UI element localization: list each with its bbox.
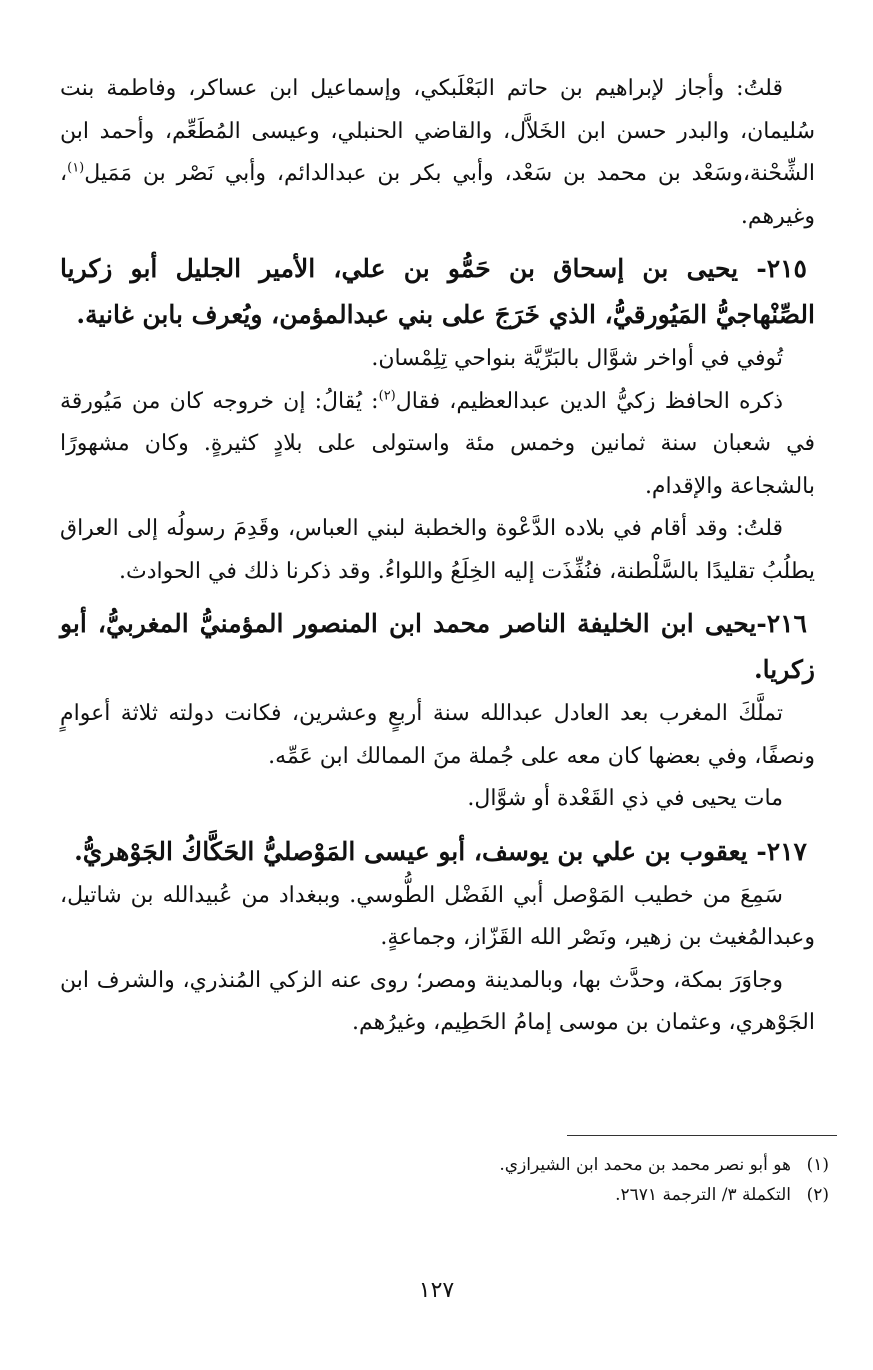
footnote-ref-2: (٢) (378, 388, 396, 404)
entry-215-number: ٢١٥- (756, 254, 807, 283)
footnote-divider (567, 1135, 837, 1136)
footnote-ref-1: (١) (67, 160, 85, 176)
entry-217-number: ٢١٧- (756, 836, 807, 866)
footnotes (129, 1150, 829, 1210)
entry-216-paragraph-1: تملَّكَ المغرب بعد العادل عبدالله سنة أربعٍ وعشرين، فكانت دولته ثلاثة أعوامٍ ونصفًا، وفي بعضها كان معه على جُملة منَ الممالك ابن عَمِّه. (60, 701, 815, 769)
entry-215-paragraph-2-b: : يُقالُ: إن خروجه كان من مَيُورقة في شعبان سنة ثمانين وخمس مئة واستولى على بلادٍ كثيرةٍ. وكان مشهورًا بالشجاعة والإقدام. (60, 388, 815, 499)
footnote-1-mark: (١) (806, 1155, 829, 1175)
entry-216-title: يحيى ابن الخليفة الناصر محمد ابن المنصور المؤمنيُّ المغربيُّ، أبو زكريا. (60, 609, 815, 684)
paragraph-1-tail: ، وغيرهم. (60, 161, 815, 229)
footnote-1 (129, 1150, 829, 1180)
paragraph-1 (60, 68, 815, 238)
entry-215-paragraph-1: تُوفي في أواخر شوَّال بالبَرِّيَّة بنواحي تِلِمْسان. (371, 346, 783, 371)
entry-216-heading (60, 601, 815, 693)
entry-217-paragraph-1: سَمِعَ من خطيب المَوْصل أبي الفَضْل الطُّوسي. وببغداد من عُبيدالله بن شاتيل، وعبدالمُغيث بن زهير، ونَصْر الله القَزّاز، وجماعةٍ. (60, 882, 815, 950)
entry-215-paragraph-2 (60, 381, 815, 509)
footnote-2-text: التكملة ٣/ الترجمة ٢٦٧١. (615, 1185, 791, 1205)
footnote-2-mark: (٢) (806, 1185, 829, 1205)
page-number: ١٢٧ (418, 1278, 455, 1303)
entry-215-paragraph-2-a: ذكره الحافظ زكيُّ الدين عبدالعظيم، فقال (395, 388, 783, 414)
entry-217-title: يعقوب بن علي بن يوسف، أبو عيسى المَوْصليُّ الحَكَّاكُ الجَوْهريُّ. (74, 836, 748, 866)
entry-217-paragraph-2: وجاوَرَ بمكة، وحدَّث بها، وبالمدينة ومصر؛ روى عنه الزكي المُنذري، والشرف ابن الجَوْهري، وعثمان بن موسى إمامُ الحَطِيم، وغيرُهم. (60, 967, 815, 1035)
footnote-2 (129, 1180, 829, 1210)
entry-215-title: يحيى بن إسحاق بن حَمُّو بن علي، الأمير الجليل أبو زكريا الصِّنْهاجيُّ المَيُورقيُّ، الذي خَرَجَ على بني عبدالمؤمن، ويُعرف بابن غانية. (60, 254, 815, 329)
entry-216-paragraph-2: مات يحيى في ذي القَعْدة أو شوَّال. (467, 786, 783, 811)
entry-217-heading (60, 829, 815, 875)
paragraph-1-text: قلتُ: وأجاز لإبراهيم بن حاتم البَعْلَبكي، وإسماعيل ابن عساكر، وفاطمة بنت سُليمان، والبدر حسن ابن الخَلاَّل، والقاضي الحنبلي، وعيسى المُطَعِّم، وأحمد ابن الشِّحْنة،وسَعْد بن محمد بن سَعْد، وأبي بكر بن عبدالدائم، وأبي نَصْر بن مَمَيل (60, 76, 815, 186)
footnote-1-text: هو أبو نصر محمد بن محمد ابن الشيرازي. (499, 1155, 791, 1175)
entry-216-number: ٢١٦- (756, 609, 807, 638)
entry-215-paragraph-3: قلتُ: وقد أقام في بلاده الدَّعْوة والخطبة لبني العباس، وقَدِمَ رسولُه إلى العراق يطلُبُ تقليدًا بالسَّلْطنة، فنُفِّذَت إليه الخِلَعُ واللواءُ. وقد ذكرنا ذلك في الحوادث. (60, 516, 815, 584)
entry-215-heading (60, 246, 815, 338)
